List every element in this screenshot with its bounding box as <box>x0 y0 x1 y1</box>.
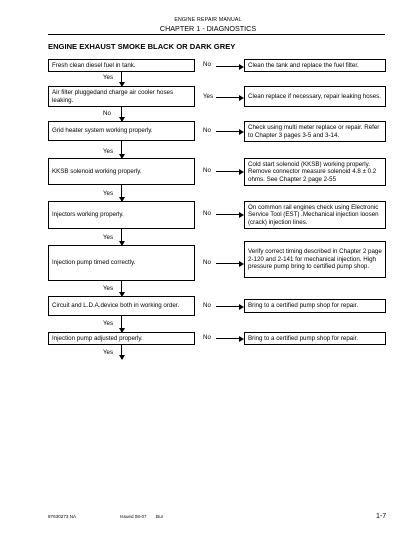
action-box-grid-heater <box>244 121 386 142</box>
action-text: Bring to a certified pump shop for repair. <box>248 302 359 310</box>
check-text: Circuit and L.D.A.device both in working order. <box>52 302 180 310</box>
arrow-right <box>216 306 240 307</box>
check-box-pump-adjusted <box>48 332 195 345</box>
branch-label: Yes <box>103 190 114 197</box>
branch-label: Yes <box>103 349 114 356</box>
branch-label: No <box>203 302 211 309</box>
action-text: Check using multi meter replace or repair. Refer to Chapter 3 pages 3-5 and 3-14. <box>248 123 380 139</box>
check-text: Air filter pluggedand charge air cooler hoses leaking. <box>52 88 174 104</box>
arrow-right <box>216 263 240 264</box>
arrow-down <box>121 72 122 86</box>
branch-label: Yes <box>103 234 114 241</box>
action-text: Bring to a certified pump shop for repair. <box>248 334 359 342</box>
arrow-down <box>121 345 122 359</box>
arrow-down <box>121 229 122 245</box>
arrow-down <box>121 281 122 296</box>
header-rule <box>48 34 385 35</box>
check-box-pump-timing <box>48 245 195 281</box>
branch-label: No <box>203 259 211 266</box>
check-box-lda-device <box>48 296 195 316</box>
branch-label: No <box>103 110 111 117</box>
issue-date: Issued 08-07 <box>120 514 147 519</box>
action-text: Clean the tank and replace the fuel filter. <box>248 61 359 69</box>
action-box-pump-timing <box>244 241 386 278</box>
branch-label: Yes <box>103 285 114 292</box>
arrow-right <box>216 171 240 172</box>
check-text: Grid heater system working properly. <box>52 127 153 135</box>
branch-label: Yes <box>203 93 214 100</box>
branch-label: No <box>203 334 211 341</box>
branch-label: Yes <box>103 148 114 155</box>
arrow-right <box>216 214 240 215</box>
check-text: Injection pump adjusted properly. <box>52 334 143 342</box>
branch-label: No <box>203 61 211 68</box>
branch-label: No <box>203 167 211 174</box>
action-text: Cold start solenoid (KKSB) working properly. Remove connector measure solenoid 4.8 ± 0.2 ohms. See Chapter 2 page 2-55 <box>248 160 377 183</box>
check-box-air-filter <box>48 86 195 107</box>
page-number: 1-7 <box>376 513 387 520</box>
branch-label: Yes <box>103 320 114 327</box>
action-box-lda-device <box>244 299 386 313</box>
section-title: ENGINE EXHAUST SMOKE BLACK OR DARK GREY <box>48 42 236 51</box>
check-text: KKSB solenoid working properly. <box>52 167 142 175</box>
check-box-grid-heater <box>48 121 195 141</box>
arrow-right <box>216 338 240 339</box>
action-text: Clean replace if necessary, repair leaking hoses. <box>248 92 381 100</box>
arrow-down <box>121 185 122 201</box>
language-code: Bur <box>156 514 164 519</box>
check-text: Injectors working properly. <box>52 211 124 219</box>
arrow-down <box>121 316 122 332</box>
check-text: Fresh clean diesel fuel in tank. <box>52 61 136 69</box>
branch-label: No <box>203 210 211 217</box>
arrow-right <box>216 97 240 98</box>
check-box-injectors <box>48 201 195 229</box>
arrow-down <box>121 107 122 121</box>
branch-label: No <box>203 127 211 134</box>
action-box-injectors <box>244 201 386 229</box>
action-box-air-filter <box>244 86 386 107</box>
action-text: On common rail engines check using Electronic Service Tool (EST) .Mechanical injection loosen (crack) injection lines. <box>248 203 379 226</box>
check-text: Injection pump timed correctly. <box>52 259 136 267</box>
manual-header: ENGINE REPAIR MANUAL <box>174 17 242 23</box>
check-box-fuel <box>48 59 195 72</box>
chapter-header: CHAPTER 1 - DIAGNOSTICS <box>159 24 257 33</box>
branch-label: Yes <box>103 74 114 81</box>
arrow-right <box>216 66 240 67</box>
action-box-kksb <box>244 158 386 186</box>
arrow-down <box>121 141 122 158</box>
action-text: Verify correct timing described in Chapter 2 page 2-120 and 2-141 for mechanical injection. High pressure pump bring to certified pump shop. <box>248 248 382 271</box>
check-box-kksb <box>48 158 195 185</box>
arrow-right <box>216 131 240 132</box>
action-box-pump-adjusted <box>244 332 386 345</box>
doc-number: 87630273 NA <box>48 514 77 519</box>
action-box-fuel <box>244 59 386 72</box>
